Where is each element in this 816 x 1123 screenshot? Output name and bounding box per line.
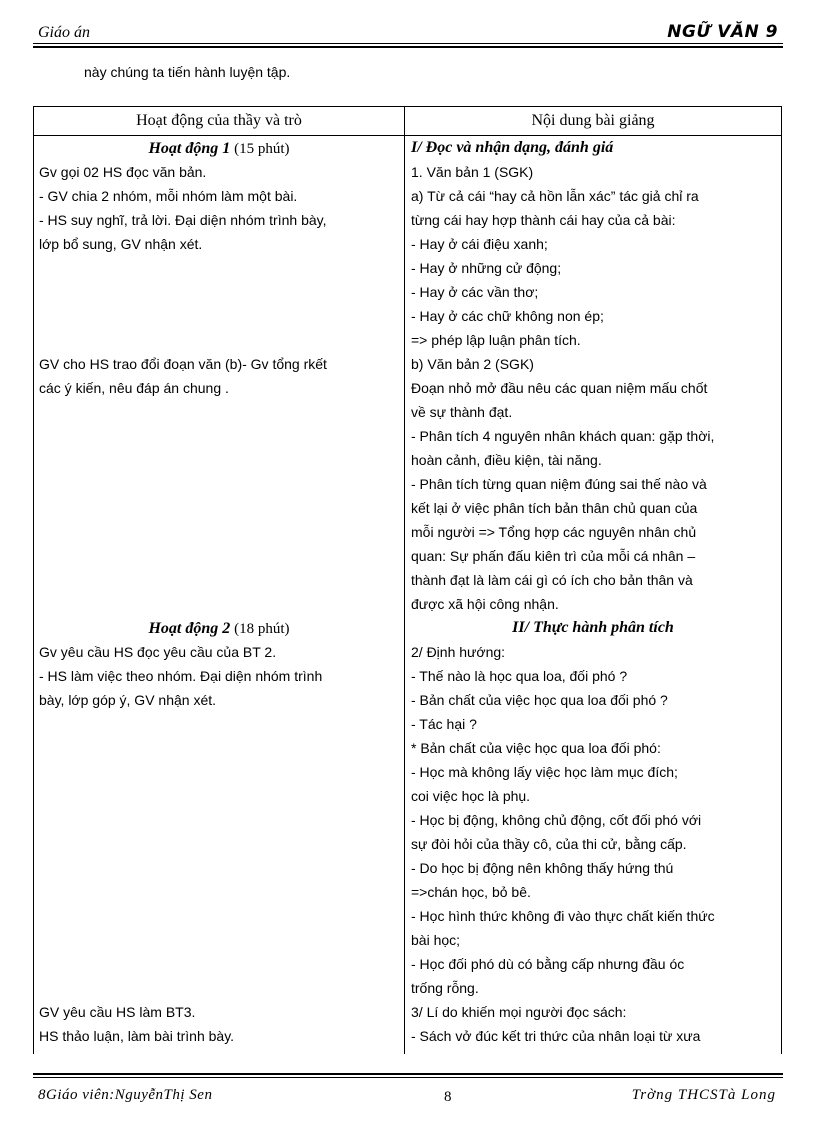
right-line-10: Đoạn nhỏ mở đầu nêu các quan niệm mấu chốt xyxy=(411,380,708,396)
right-line-21: - Thế nào là học qua loa, đối phó ? xyxy=(411,668,628,684)
left-line-2: - GV chia 2 nhóm, mỗi nhóm làm một bài. xyxy=(39,188,298,204)
right-line-33: - Học đối phó dù có bằng cấp nhưng đầu óc xyxy=(411,956,685,972)
right-line-12: - Phân tích 4 nguyên nhân khách quan: gặp thời, xyxy=(411,428,715,444)
header-rule-thin xyxy=(33,43,783,44)
footer-rule-thick xyxy=(33,1073,783,1075)
footer-school: Trờng THCSTà Long xyxy=(631,1087,776,1103)
right-line-24: * Bản chất của việc học qua loa đối phó: xyxy=(411,740,661,756)
right-line-2: a) Từ cả cái “hay cả hồn lẫn xác” tác giả chỉ ra xyxy=(411,188,699,204)
right-line-35: 3/ Lí do khiến mọi người đọc sách: xyxy=(411,1004,627,1020)
left-line-10: GV yêu cầu HS làm BT3. xyxy=(39,1004,196,1020)
right-line-36: - Sách vở đúc kết tri thức của nhân loại từ xưa xyxy=(411,1028,701,1044)
right-line-16: mỗi người => Tổng hợp các nguyên nhân chủ xyxy=(411,524,697,540)
left-line-1: Gv gọi 02 HS đọc văn bản. xyxy=(39,164,207,180)
right-line-25: - Học mà không lấy việc học làm mục đích; xyxy=(411,764,678,780)
right-line-29: - Do học bị động nên không thấy hứng thú xyxy=(411,860,674,876)
right-line-30: =>chán học, bỏ bê. xyxy=(411,884,531,900)
left-line-9: bày, lớp góp ý, GV nhận xét. xyxy=(39,692,217,708)
right-line-1: 1. Văn bản 1 (SGK) xyxy=(411,164,534,180)
left-line-6: các ý kiến, nêu đáp án chung . xyxy=(39,380,229,396)
right-line-27: - Học bị động, không chủ động, cốt đối phó với xyxy=(411,812,702,828)
left-line-8: - HS làm việc theo nhóm. Đại diện nhóm trình xyxy=(39,668,323,684)
activity-1-heading xyxy=(34,139,404,158)
right-line-11: về sự thành đạt. xyxy=(411,404,513,420)
intro-text: này chúng ta tiến hành luyện tập. xyxy=(84,64,291,80)
right-line-4: - Hay ở cái điệu xanh; xyxy=(411,236,548,252)
activity-2-time: (18 phút) xyxy=(234,621,290,637)
col-header-left: Hoạt động của thầy và trò xyxy=(136,112,302,129)
section-2-heading: II/ Thực hành phân tích xyxy=(512,619,674,636)
right-line-18: thành đạt là làm cái gì có ích cho bản thân và xyxy=(411,572,693,588)
right-line-28: sự đòi hỏi của thầy cô, của thi cử, bằng cấp. xyxy=(411,836,687,852)
col-header-right: Nội dung bài giảng xyxy=(531,112,655,129)
activity-1-title: Hoạt động 1 xyxy=(148,140,231,157)
right-line-34: trống rỗng. xyxy=(411,980,479,996)
section-1-heading: I/ Đọc và nhận dạng, đánh giá xyxy=(411,139,614,156)
right-line-9: b) Văn bản 2 (SGK) xyxy=(411,356,534,372)
activity-1-time: (15 phút) xyxy=(234,141,290,157)
right-line-13: hoàn cảnh, điều kiện, tài năng. xyxy=(411,452,602,468)
left-line-4: lớp bổ sung, GV nhận xét. xyxy=(39,236,203,252)
right-line-20: 2/ Định hướng: xyxy=(411,644,506,660)
right-line-32: bài học; xyxy=(411,932,461,948)
left-line-11: HS thảo luận, làm bài trình bày. xyxy=(39,1028,235,1044)
right-line-7: - Hay ở các chữ không non ép; xyxy=(411,308,604,324)
header-right-title: NGỮ VĂN 9 xyxy=(667,22,778,42)
column-divider xyxy=(404,107,405,1054)
header-rule-thick xyxy=(33,46,783,48)
left-line-5: GV cho HS trao đổi đoạn văn (b)- Gv tổng rkết xyxy=(39,356,327,372)
right-line-8: => phép lập luận phân tích. xyxy=(411,332,581,348)
footer-teacher: 8Giáo viên:NguyễnThị Sen xyxy=(38,1087,213,1103)
activity-2-title: Hoạt động 2 xyxy=(148,620,231,637)
right-line-5: - Hay ở những cử động; xyxy=(411,260,562,276)
activity-2-heading xyxy=(34,619,404,638)
header-left-title: Giáo án xyxy=(38,24,90,41)
left-line-7: Gv yêu cầu HS đọc yêu cầu của BT 2. xyxy=(39,644,277,660)
right-line-23: - Tác hại ? xyxy=(411,716,477,732)
footer-page-number: 8 xyxy=(444,1089,452,1105)
lesson-table xyxy=(33,106,782,1054)
header-row-divider xyxy=(34,135,781,136)
right-line-14: - Phân tích từng quan niệm đúng sai thế nào và xyxy=(411,476,707,492)
left-line-3: - HS suy nghĩ, trả lời. Đại diện nhóm trình bày, xyxy=(39,212,327,228)
right-line-31: - Học hình thức không đi vào thực chất kiến thức xyxy=(411,908,715,924)
right-line-15: kết lại ở việc phân tích bản thân chủ quan của xyxy=(411,500,698,516)
right-line-17: quan: Sự phấn đấu kiên trì của mỗi cá nhân – xyxy=(411,548,696,564)
right-line-22: - Bản chất của việc học qua loa đối phó ? xyxy=(411,692,668,708)
right-line-3: từng cái hay hợp thành cái hay của cả bài: xyxy=(411,212,676,228)
right-line-6: - Hay ở các vần thơ; xyxy=(411,284,539,300)
footer-rule-thin xyxy=(33,1077,783,1078)
right-line-19: được xã hội công nhận. xyxy=(411,596,559,612)
right-line-26: coi việc học là phụ. xyxy=(411,788,531,804)
